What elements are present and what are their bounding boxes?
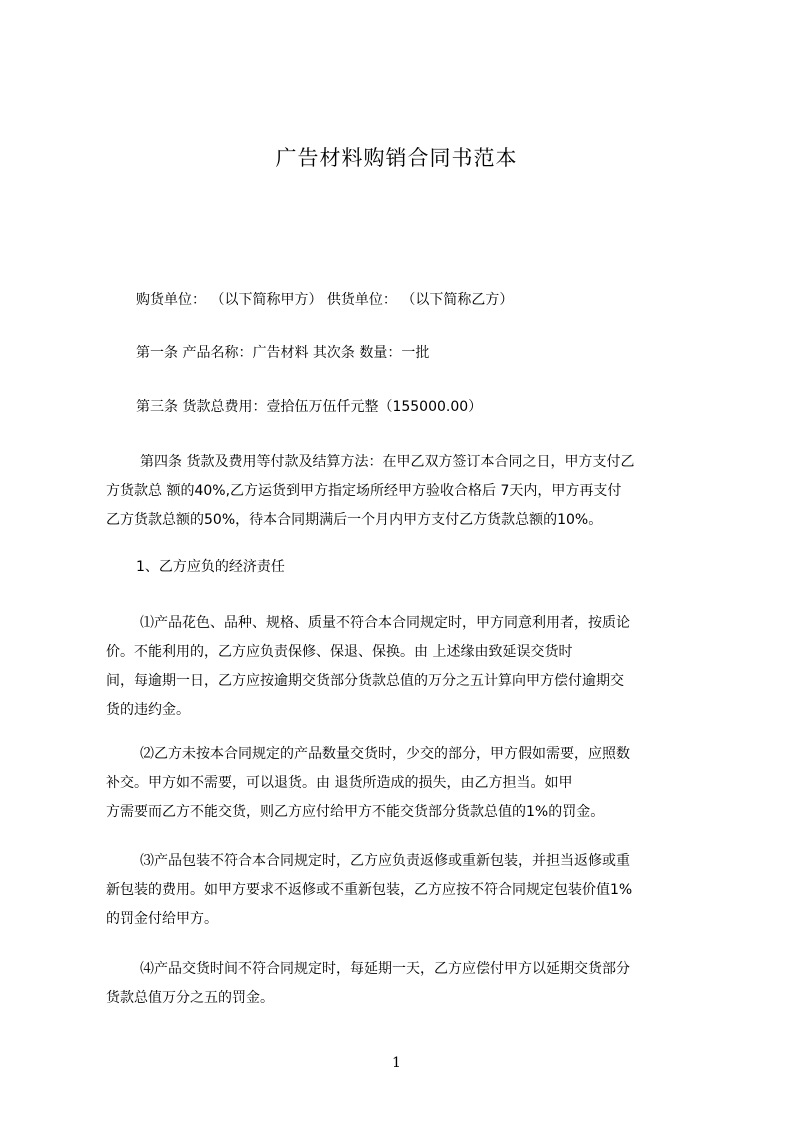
article-3-line: 第三条 货款总费用：壹拾伍万伍仟元整（155000.00） [136, 399, 483, 415]
item-2-paragraph [106, 740, 710, 827]
item-2-line: 补交。甲方如不需要，可以退货。由 退货所造成的损失，由乙方担当。如甲 [106, 775, 573, 791]
item-4-line: 货款总值万分之五的罚金。 [106, 990, 274, 1006]
item-3-paragraph [106, 847, 710, 934]
item-1-line: 价。不能利用的，乙方应负责保修、保退、保换。由 上述缘由致延误交货时 [106, 644, 573, 660]
item-2-line: 方需要而乙方不能交货，则乙方应付给甲方不能交货部分货款总值的1%的罚金。 [106, 804, 605, 820]
item-1-line: ⑴产品花色、品种、规格、质量不符合本合同规定时，甲方同意利用者，按质论 [140, 615, 630, 631]
parties-line: 购货单位： （以下简称甲方） 供货单位： （以下简称乙方） [136, 292, 514, 308]
page-number: 1 [392, 1055, 401, 1071]
item-2-line: ⑵乙方未按本合同规定的产品数量交货时，少交的部分，甲方假如需要，应照数 [140, 746, 630, 762]
item-3-line: 新包装的费用。如甲方要求不返修或不重新包装，乙方应按不符合同规定包装价值1% [106, 882, 633, 898]
section-1-heading: 1、乙方应负的经济责任 [136, 559, 285, 575]
article-4-line: 方货款总 额的40%,乙方运货到甲方指定场所经甲方验收合格后 7天内，甲方再支付 [106, 483, 622, 499]
item-1-paragraph [106, 609, 710, 725]
item-4-paragraph [106, 955, 710, 1013]
document-title: 广告材料购销合同书范本 [275, 146, 518, 170]
item-3-line: ⑶产品包装不符合本合同规定时，乙方应负责返修或重新包装，并担当返修或重 [140, 853, 630, 869]
article-4-line: 第四条 货款及费用等付款及结算方法：在甲乙双方签订本合同之日，甲方支付乙 [140, 454, 635, 470]
article-1-line: 第一条 产品名称：广告材料 其次条 数量：一批 [136, 345, 430, 361]
item-1-line: 货的违约金。 [106, 702, 190, 718]
article-4-paragraph [106, 448, 710, 535]
item-3-line: 的罚金付给甲方。 [106, 911, 218, 927]
item-4-line: ⑷产品交货时间不符合同规定时，每延期一天，乙方应偿付甲方以延期交货部分 [140, 961, 630, 977]
article-4-line: 乙方货款总额的50%，待本合同期满后一个月内甲方支付乙方货款总额的10%。 [106, 512, 603, 528]
item-1-line: 间，每逾期一日，乙方应按逾期交货部分货款总值的万分之五计算向甲方偿付逾期交 [106, 673, 624, 689]
